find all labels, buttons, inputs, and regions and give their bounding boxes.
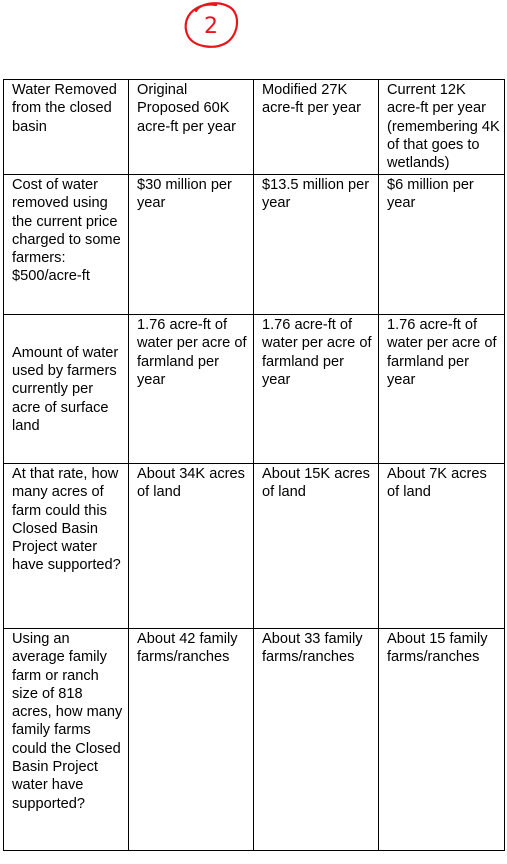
table-cell: 1.76 acre-ft of water per acre of farmland per year <box>129 315 254 464</box>
row-header-cell: Cost of water removed using the current price charged to some farmers: $500/acre-ft <box>4 175 129 315</box>
annotation-number: 2 <box>204 14 218 39</box>
row-header-cell: At that rate, how many acres of farm could this Closed Basin Project water have supported? <box>4 464 129 629</box>
table-cell: 1.76 acre-ft of water per acre of farmland per year <box>379 315 505 464</box>
table-cell: About 34K acres of land <box>129 464 254 629</box>
table-cell: Original Proposed 60K acre-ft per year <box>129 80 254 175</box>
table-cell: $30 million per year <box>129 175 254 315</box>
table-cell: Current 12K acre-ft per year (remembering 4K of that goes to wetlands) <box>379 80 505 175</box>
circled-number-annotation <box>180 0 242 52</box>
table-cell: 1.76 acre-ft of water per acre of farmland per year <box>254 315 379 464</box>
closed-basin-water-table <box>3 79 505 851</box>
table-cell: About 7K acres of land <box>379 464 505 629</box>
table-row <box>4 175 505 315</box>
table-row <box>4 80 505 175</box>
row-header-cell: Amount of water used by farmers currently per acre of surface land <box>4 315 129 464</box>
table-cell: About 33 family farms/ranches <box>254 629 379 851</box>
table-cell: Modified 27K acre-ft per year <box>254 80 379 175</box>
table-cell: About 15 family farms/ranches <box>379 629 505 851</box>
table-row <box>4 464 505 629</box>
table-cell: About 42 family farms/ranches <box>129 629 254 851</box>
row-header-cell: Water Removed from the closed basin <box>4 80 129 175</box>
table-row <box>4 629 505 851</box>
table-row <box>4 315 505 464</box>
table-cell: $6 million per year <box>379 175 505 315</box>
row-header-cell: Using an average family farm or ranch size of 818 acres, how many family farms could the Closed Basin Project water have supported? <box>4 629 129 851</box>
table-cell: $13.5 million per year <box>254 175 379 315</box>
table-cell: About 15K acres of land <box>254 464 379 629</box>
